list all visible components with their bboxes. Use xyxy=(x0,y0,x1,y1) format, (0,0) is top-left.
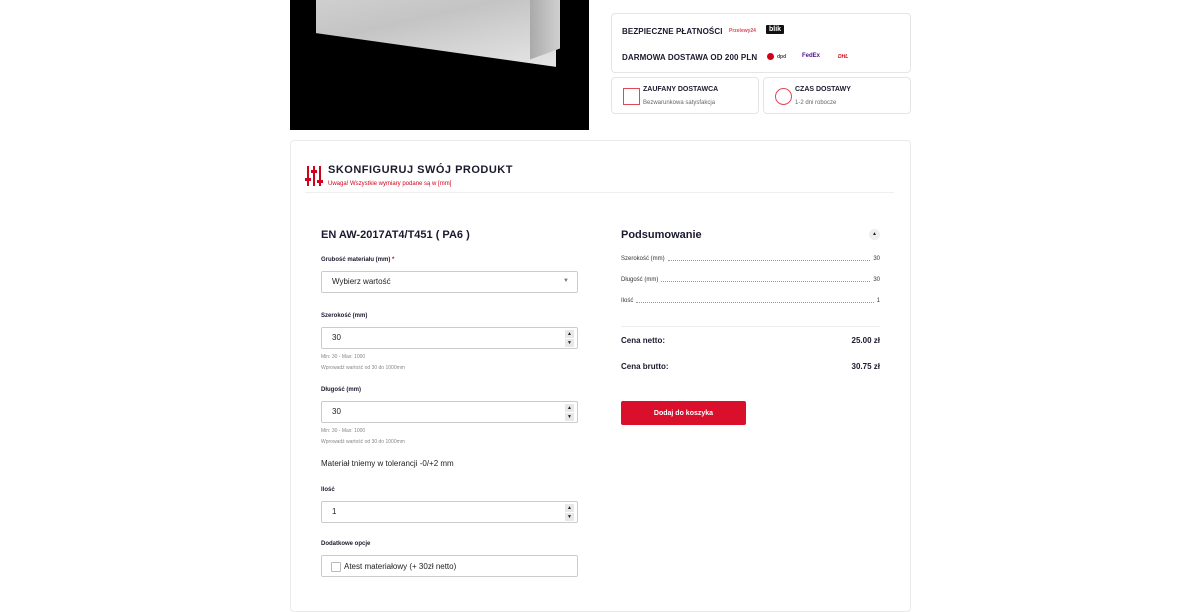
gross-price-row xyxy=(621,362,880,371)
dhl-logo: DHL xyxy=(838,54,849,60)
product-image xyxy=(290,0,589,130)
aluminium-plate-image xyxy=(316,0,556,67)
product-name: EN AW-2017AT4/T451 ( PA6 ) xyxy=(321,229,470,241)
dotted-leader xyxy=(661,281,870,282)
summary-row-length xyxy=(621,277,880,283)
increment-icon[interactable]: ▲ xyxy=(565,504,574,512)
chevron-up-icon[interactable]: ▲ xyxy=(869,229,880,240)
dpd-logo: dpd xyxy=(777,54,787,60)
thickness-select-value: Wybierz wartość xyxy=(332,277,391,286)
required-mark: * xyxy=(392,257,395,263)
length-hint-text: Wprowadź wartość od 30 do 1000mm xyxy=(321,439,405,445)
dotted-leader xyxy=(668,260,871,261)
summary-row-value: 1 xyxy=(876,298,880,304)
net-price-label: Cena netto: xyxy=(621,336,665,345)
quantity-input-wrapper xyxy=(321,501,578,523)
decrement-icon[interactable]: ▼ xyxy=(565,339,574,347)
length-input-wrapper xyxy=(321,401,578,423)
increment-icon[interactable]: ▲ xyxy=(565,404,574,412)
width-hint-text: Wprowadź wartość od 30 do 1000mm xyxy=(321,365,405,371)
sliders-icon xyxy=(305,166,323,186)
delivery-time-box xyxy=(763,77,911,114)
fedex-logo: FedEx xyxy=(802,53,821,59)
dotted-leader xyxy=(636,302,873,303)
summary-row-value: 30 xyxy=(873,256,880,262)
gross-price-value: 30.75 zł xyxy=(851,362,880,371)
length-label: Długość (mm) xyxy=(321,387,362,393)
payment-delivery-box xyxy=(611,13,911,73)
divider xyxy=(305,192,894,193)
thickness-label xyxy=(321,257,394,263)
summary-row-value: 30 xyxy=(873,277,880,283)
clock-icon xyxy=(775,88,792,105)
free-delivery-label: DARMOWA DOSTAWA OD 200 PLN xyxy=(622,53,758,62)
dpd-logo-icon xyxy=(767,53,774,60)
supplier-title: ZAUFANY DOSTAWCA xyxy=(643,86,719,93)
certificate-option[interactable] xyxy=(321,555,578,577)
summary-divider xyxy=(621,326,880,327)
increment-icon[interactable]: ▲ xyxy=(565,330,574,338)
width-input[interactable] xyxy=(332,328,532,348)
length-input[interactable] xyxy=(332,402,532,422)
net-price-row xyxy=(621,336,880,345)
delivery-subtitle: 1-2 dni robocze xyxy=(795,100,837,106)
summary-row-quantity xyxy=(621,298,880,304)
extra-options-label: Dodatkowe opcje xyxy=(321,541,371,547)
summary-row-label: Ilość xyxy=(621,298,634,304)
quantity-input[interactable] xyxy=(332,502,532,522)
trusted-supplier-box xyxy=(611,77,759,114)
gross-price-label: Cena brutto: xyxy=(621,362,669,371)
summary-title: Podsumowanie xyxy=(621,229,702,241)
supplier-subtitle: Bezwarunkowa satysfakcja xyxy=(643,100,716,106)
width-label: Szerokość (mm) xyxy=(321,313,368,319)
certificate-label: Atest materiałowy (+ 30zł netto) xyxy=(344,562,457,571)
thickness-select[interactable] xyxy=(321,271,578,293)
configurator-title: SKONFIGURUJ SWÓJ PRODUKT xyxy=(328,164,513,176)
przelewy24-logo: Przelewy24 xyxy=(729,28,756,34)
secure-payments-label: BEZPIECZNE PŁATNOŚCI xyxy=(622,27,723,36)
summary-row-label: Szerokość (mm) xyxy=(621,256,665,262)
quantity-stepper[interactable] xyxy=(565,504,574,520)
add-to-cart-button[interactable]: Dodaj do koszyka xyxy=(621,401,746,425)
blik-logo: blik xyxy=(766,25,784,34)
width-hint-range: Min: 30 - Max: 1000 xyxy=(321,354,366,360)
length-hint-range: Min: 30 - Max: 1000 xyxy=(321,428,366,434)
dimension-warning: Uwaga! Wszystkie wymiary podane są w [mm] xyxy=(328,181,452,187)
tolerance-note: Materiał tniemy w tolerancji -0/+2 mm xyxy=(321,459,454,468)
net-price-value: 25.00 zł xyxy=(851,336,880,345)
decrement-icon[interactable]: ▼ xyxy=(565,513,574,521)
summary-row-label: Długość (mm) xyxy=(621,277,659,283)
chevron-down-icon: ▼ xyxy=(563,278,569,284)
thickness-label-text: Grubość materiału (mm) xyxy=(321,257,391,263)
width-stepper[interactable] xyxy=(565,330,574,346)
width-input-wrapper xyxy=(321,327,578,349)
certificate-checkbox[interactable] xyxy=(331,562,341,572)
summary-row-width xyxy=(621,256,880,262)
product-configurator xyxy=(290,140,911,612)
certificate-icon xyxy=(623,88,640,105)
quantity-label: Ilość xyxy=(321,487,335,493)
delivery-title: CZAS DOSTAWY xyxy=(795,86,851,93)
decrement-icon[interactable]: ▼ xyxy=(565,413,574,421)
length-stepper[interactable] xyxy=(565,404,574,420)
